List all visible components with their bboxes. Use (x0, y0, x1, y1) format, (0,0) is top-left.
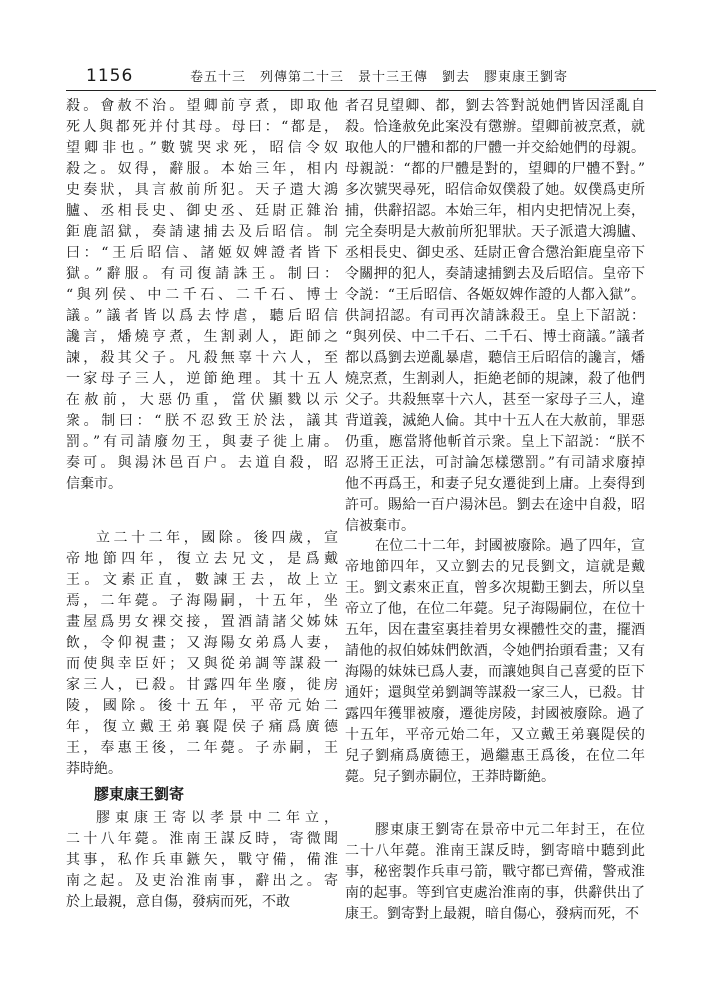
text-line: 康王。劉寄對上最親，暗自傷心，發病而死，不 (345, 906, 639, 922)
text-line: 而使與幸臣奸；又與從弟調等謀殺一 (66, 656, 338, 672)
right-paragraph-2 (345, 536, 645, 788)
text-line: 露四年獲罪被廢，遷徙房陵，封國被廢除。過了 (345, 706, 645, 722)
text-line: 殺之。奴得，辭服。本始三年，相内 (66, 161, 338, 177)
text-line: 膠東康王寄以孝景中二年立， (96, 810, 338, 826)
text-line: 他不再爲王，和妻子兒女遷徙到上庸。上奏得到 (345, 476, 645, 492)
text-line: 在赦前，大惡仍重，當伏顯戮以示 (66, 392, 338, 408)
text-line: 家三人，已殺。甘露四年坐廢，徙房 (66, 677, 338, 693)
text-line: 二十八年薨。淮南王謀反時，劉寄暗中聽到此 (345, 843, 645, 859)
text-line: 殺。會赦不治。望卿前亨煮，即取他 (66, 98, 338, 114)
text-line: 十五年，平帝元始二年，又立戴王弟襄隄侯的 (345, 727, 645, 743)
text-line: 薨。兒子劉赤嗣位，王莽時斷絶。 (345, 769, 555, 785)
page-number: 1156 (86, 66, 134, 86)
text-line: 莽時絶。 (66, 761, 122, 777)
text-line: 仍重，應當將他斬首示衆。皇上下詔説：“朕不 (345, 434, 645, 450)
text-line: 信棄市。 (66, 476, 122, 492)
text-line: 焉，二年薨。子海陽嗣，十五年，坐 (66, 593, 338, 609)
right-paragraph-3 (345, 820, 645, 925)
text-line: 諫，殺其父子。凡殺無辜十六人，至 (66, 350, 338, 366)
text-line: 畫屋爲男女裸交接，置酒請諸父姊妹 (66, 614, 338, 630)
text-line: 完全奏明是大赦前所犯罪狀。天子派遣大鴻臚、 (345, 224, 645, 240)
text-line: 其事，私作兵車鏃矢，戰守備，備淮 (66, 852, 338, 868)
text-line: 供詞招認。有司再次請誅殺王。皇上下詔説： (345, 308, 645, 324)
text-line: 讒言，燔燒亨煮，生割剥人，距師之 (66, 329, 338, 345)
text-line: “與列侯、中二千石、二千石、博士 (66, 287, 338, 303)
running-title: 卷五十三 列傳第二十三 景十三王傳 劉去 膠東康王劉寄 (190, 70, 569, 85)
text-line: 帝地節四年，復立去兄文，是爲戴 (66, 551, 338, 567)
text-line: 都以爲劉去逆亂暴虐，聽信王后昭信的讒言，燔 (345, 350, 645, 366)
text-line: “與列侯、中二千石、二千石、博士商議。”議者 (345, 329, 645, 345)
text-line: 一家母子三人，逆節絶理。其十五人 (66, 371, 338, 387)
text-line: 二十八年薨。淮南王謀反時，寄微聞 (66, 831, 338, 847)
text-line: 燒烹煮，生割剥人，拒絶老師的規諫，殺了他們 (345, 371, 645, 387)
section-heading: 膠東康王劉寄 (94, 785, 185, 803)
text-line: 王，奉惠王後，二年薨。子赤嗣，王 (66, 740, 338, 756)
text-line: 取他人的尸體和都的尸體一并交給她們的母親。 (345, 140, 645, 156)
text-line: 父子。共殺無辜十六人，甚至一家母子三人，違 (345, 392, 645, 408)
text-line: 忍將王正法，可討論怎樣懲罰。”有司請求廢掉 (345, 455, 645, 471)
text-line: 南之起。及吏治淮南事，辭出之。寄 (66, 873, 338, 889)
text-line: 史奏狀，具言赦前所犯。天子遣大鴻 (66, 182, 338, 198)
text-line: 死人與都死并付其母。母曰：“都是， (66, 119, 338, 135)
text-line: 捕，供辭招認。本始三年，相内史把情况上奏， (345, 203, 645, 219)
text-line: 信被棄市。 (345, 518, 415, 534)
text-line: 罰。”有司請廢勿王，與妻子徙上庸。 (66, 434, 338, 450)
text-line: 背道義，滅絶人倫。其中十五人在大赦前，罪惡 (345, 413, 645, 429)
text-line: 殺。恰逢赦免此案没有懲辦。望卿前被烹煮，就 (345, 119, 645, 135)
text-line: 母親説：“都的尸體是對的，望卿的尸體不對。” (345, 161, 645, 177)
left-paragraph-1 (66, 96, 338, 495)
text-line: 事，秘密製作兵車弓箭，戰守都已齊備，警戒淮 (345, 864, 645, 880)
text-line: 海陽的妹妹已爲人妻，而讓她與自己喜愛的臣下 (345, 664, 645, 680)
text-line: 鉅鹿詔獄，奏請逮捕去及后昭信。制 (66, 224, 338, 240)
text-line: 曰：“王后昭信、諸姬奴婢證者皆下 (66, 245, 338, 261)
text-line: 議。”議者皆以爲去悖虐，聽后昭信 (66, 308, 338, 324)
text-line: 於上最親，意自傷，發病而死，不敢 (66, 894, 290, 910)
text-line: 南的起事。等到官吏處治淮南的事，供辭供出了 (345, 885, 645, 901)
text-line: 帝立了他，在位二年薨。兒子海陽嗣位，在位十 (345, 601, 645, 617)
text-line: 獄。”辭服。有司復請誅王。制曰： (66, 266, 338, 282)
text-line: 令説：“王后昭信、各姬奴婢作證的人都入獄”。 (345, 287, 645, 303)
text-line: 請他的叔伯姊妹們飲酒，令她們抬頭看畫；又有 (345, 643, 645, 659)
left-paragraph-2 (66, 528, 338, 780)
text-line: 許可。賜給一百户湯沐邑。劉去在途中自殺，昭 (345, 497, 645, 513)
text-line: 令關押的犯人，奏請逮捕劉去及后昭信。皇帝下 (345, 266, 645, 282)
text-line: 望卿非也。”數號哭求死，昭信令奴 (66, 140, 338, 156)
text-line: 五年，因在畫室裏挂着男女裸體性交的畫，擺酒 (345, 622, 645, 638)
header-rule (66, 90, 656, 91)
text-line: 在位二十二年，封國被廢除。過了四年，宣 (375, 538, 645, 554)
text-line: 通奸；還與堂弟劉調等謀殺一家三人，已殺。甘 (345, 685, 645, 701)
text-line: 膠東康王劉寄在景帝中元二年封王，在位 (375, 822, 645, 838)
text-line: 立二十二年，國除。後四歲，宣 (96, 530, 338, 546)
text-line: 臚、丞相長史、御史丞、廷尉正雜治 (66, 203, 338, 219)
text-line: 兒子劉痛爲廣德王，過繼惠王爲後，在位二年 (345, 748, 645, 764)
text-line: 奏可。與湯沐邑百户。去道自殺，昭 (66, 455, 338, 471)
text-line: 王。文素正直，數諫王去，故上立 (66, 572, 338, 588)
text-line: 衆。制曰：“朕不忍致王於法，議其 (66, 413, 338, 429)
text-line: 者召見望卿、都，劉去答對説她們皆因淫亂自 (345, 98, 645, 114)
text-line: 年，復立戴王弟襄隄侯子痛爲廣德 (66, 719, 338, 735)
text-line: 多次號哭尋死，昭信命奴僕殺了她。奴僕爲吏所 (345, 182, 645, 198)
text-line: 王。劉文素來正直，曾多次規勸王劉去，所以皇 (345, 580, 645, 596)
text-line: 丞相長史、御史丞、廷尉正會合懲治鉅鹿皇帝下 (345, 245, 645, 261)
text-line: 飲，令仰視畫；又海陽女弟爲人妻， (66, 635, 338, 651)
text-line: 帝地節四年，又立劉去的兄長劉文，這就是戴 (345, 559, 645, 575)
left-paragraph-3 (66, 808, 338, 913)
page-header (0, 0, 716, 100)
right-paragraph-1 (345, 96, 645, 537)
text-line: 陵，國除。後十五年，平帝元始二 (66, 698, 338, 714)
